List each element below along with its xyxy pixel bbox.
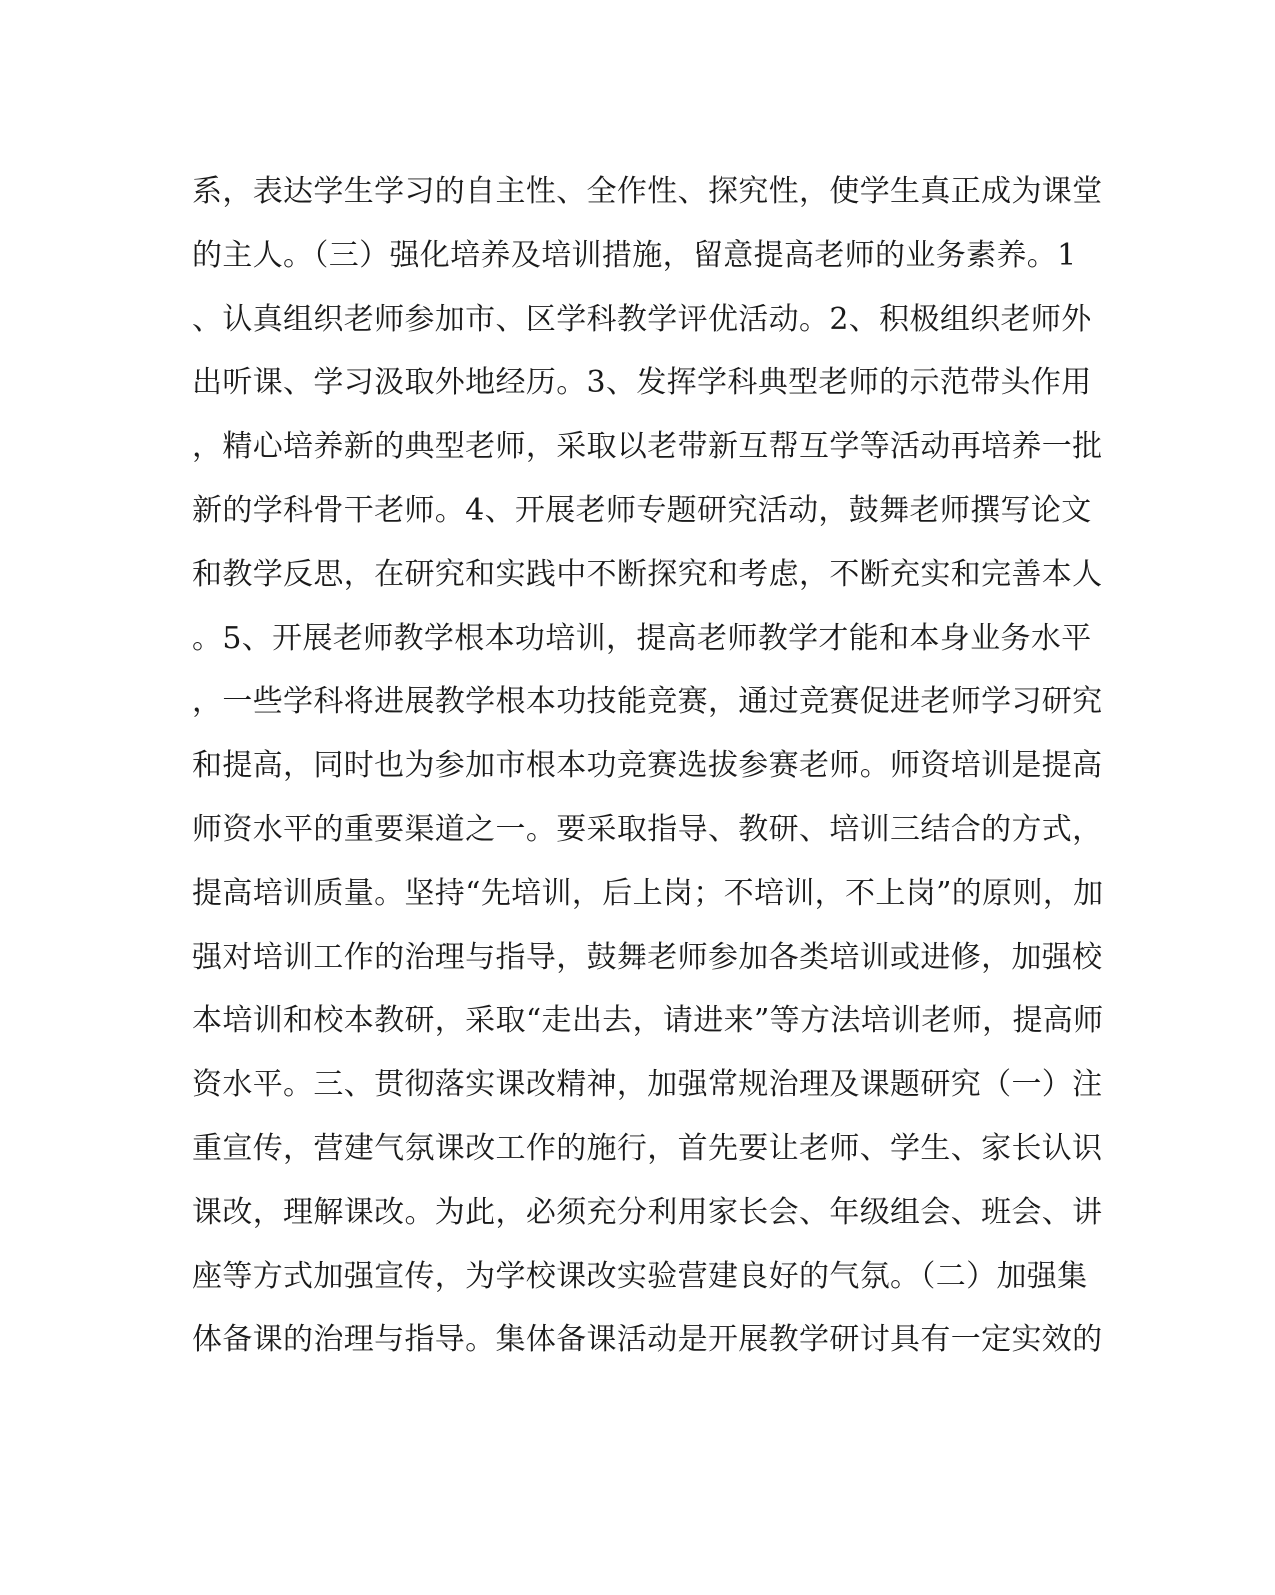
text-line: ，一些学科将进展教学根本功技能竞赛，通过竞赛促进老师学习研究 [192, 684, 1103, 720]
text-line: 师资水平的重要渠道之一。要采取指导、教研、培训三结合的方式， [192, 811, 1103, 847]
text-line: 资水平。三、贯彻落实课改精神，加强常规治理及课题研究（一）注 [192, 1067, 1103, 1103]
text-line: 新的学科骨干老师。4、开展老师专题研究活动，鼓舞老师撰写论文 [192, 492, 1092, 528]
text-line: 的主人。（三）强化培养及培训措施，留意提高老师的业务素养。1 [192, 237, 1077, 273]
text-line: 。5、开展老师教学根本功培训，提高老师教学才能和本身业务水平 [192, 620, 1092, 656]
text-line: 重宣传，营建气氛课改工作的施行，首先要让老师、学生、家长认识 [192, 1130, 1103, 1166]
text-line: 、认真组织老师参加市、区学科教学评优活动。2、积极组织老师外 [192, 301, 1092, 337]
text-line: 和提高，同时也为参加市根本功竞赛选拔参赛老师。师资培训是提高 [192, 748, 1103, 784]
text-line: 出听课、学习汲取外地经历。3、发挥学科典型老师的示范带头作用 [192, 365, 1092, 401]
text-line: 课改，理解课改。为此，必须充分利用家长会、年级组会、班会、讲 [192, 1194, 1103, 1230]
text-line: 系，表达学生学习的自主性、全作性、探究性，使学生真正成为课堂 [192, 174, 1103, 209]
text-line: 体备课的治理与指导。集体备课活动是开展教学研讨具有一定实效的 [192, 1322, 1103, 1358]
text-line: 强对培训工作的治理与指导，鼓舞老师参加各类培训或进修，加强校 [192, 939, 1103, 975]
text-line: 提高培训质量。坚持“先培训，后上岗；不培训，不上岗”的原则，加 [192, 875, 1104, 911]
text-line: 和教学反思，在研究和实践中不断探究和考虑，不断充实和完善本人 [192, 556, 1103, 592]
text-line: 本培训和校本教研，采取“走出去，请进来”等方法培训老师，提高师 [192, 1003, 1104, 1039]
text-line: 座等方式加强宣传，为学校课改实验营建良好的气氛。（二）加强集 [192, 1258, 1088, 1294]
text-line: ，精心培养新的典型老师，采取以老带新互帮互学等活动再培养一批 [192, 429, 1103, 465]
body-text [192, 160, 1104, 1372]
